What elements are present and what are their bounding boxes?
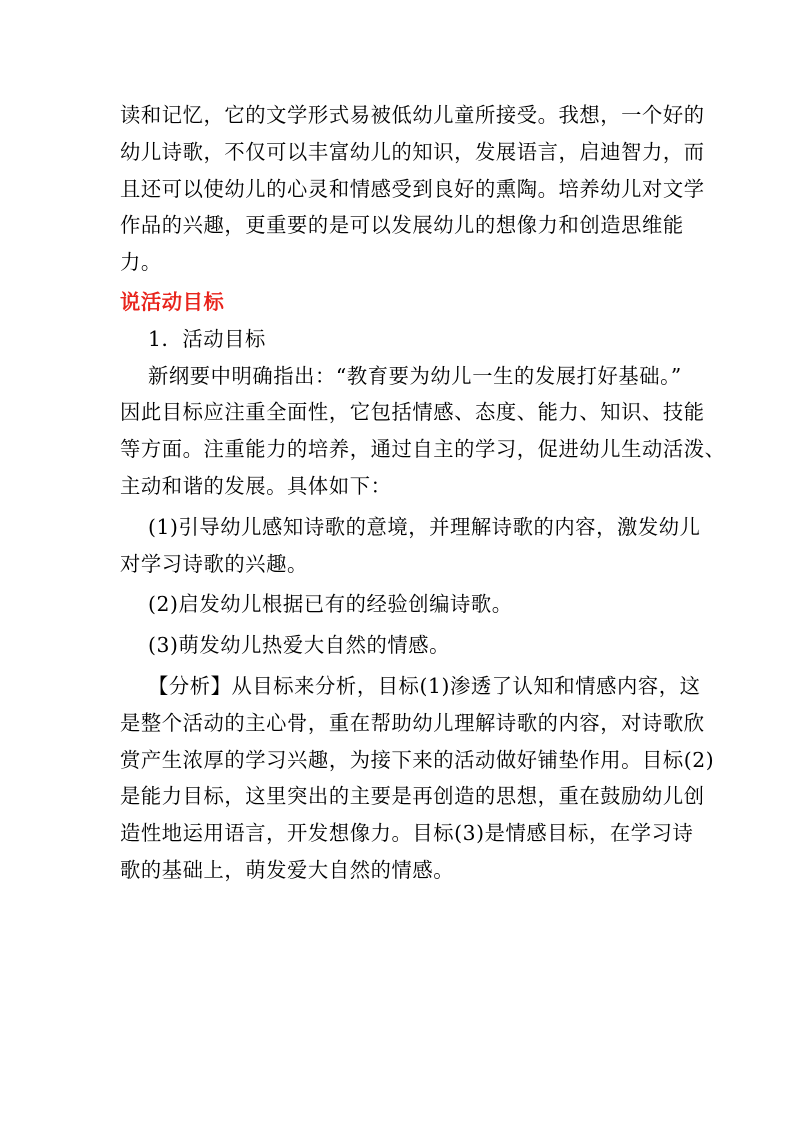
intro-line: 读和记忆，它的文学形式易被低幼儿童所接受。我想，一个好的	[120, 103, 705, 127]
paragraph-line: 新纲要中明确指出：“教育要为幼儿一生的发展打好基础。”	[148, 363, 682, 388]
outline-paragraph	[120, 358, 726, 505]
intro-paragraph	[120, 97, 705, 281]
section-heading: 说活动目标	[120, 289, 225, 314]
document-page	[120, 97, 726, 889]
analysis-paragraph	[120, 668, 715, 889]
paragraph-line: 等方面。注重能力的培养，通过自主的学习，促进幼儿生动活泼、	[120, 437, 726, 462]
intro-line: 且还可以使幼儿的心灵和情感受到良好的熏陶。培养幼儿对文学	[120, 176, 705, 201]
goal-3: (3)萌发幼儿热爱大自然的情感。	[148, 633, 450, 658]
analysis-line: 歌的基础上，萌发爱大自然的情感。	[120, 857, 455, 882]
analysis-line: 赏产生浓厚的学习兴趣，为接下来的活动做好铺垫作用。目标(2)	[120, 747, 715, 772]
analysis-line: 是整个活动的主心骨，重在帮助幼儿理解诗歌的内容，对诗歌欣	[120, 710, 705, 735]
goal-line: (1)引导幼儿感知诗歌的意境，并理解诗歌的内容，激发幼儿	[148, 514, 701, 539]
subheading: 1．活动目标	[148, 326, 266, 351]
analysis-line: 是能力目标，这里突出的主要是再创造的思想，重在鼓励幼儿创	[120, 784, 705, 809]
paragraph-line: 主动和谐的发展。具体如下：	[120, 473, 392, 498]
analysis-line: 造性地运用语言，开发想像力。目标(3)是情感目标，在学习诗	[120, 821, 694, 846]
paragraph-line: 因此目标应注重全面性，它包括情感、态度、能力、知识、技能	[120, 400, 705, 425]
intro-line: 作品的兴趣，更重要的是可以发展幼儿的想像力和创造思维能	[120, 213, 684, 238]
goal-1	[120, 509, 701, 583]
goal-line: 对学习诗歌的兴趣。	[120, 551, 308, 576]
intro-line: 力。	[120, 250, 162, 275]
analysis-line: 【分析】从目标来分析，目标(1)渗透了认知和情感内容，这	[148, 673, 701, 698]
goal-2: (2)启发幼儿根据已有的经验创编诗歌。	[148, 592, 513, 617]
intro-line: 幼儿诗歌，不仅可以丰富幼儿的知识，发展语言，启迪智力，而	[120, 139, 705, 164]
